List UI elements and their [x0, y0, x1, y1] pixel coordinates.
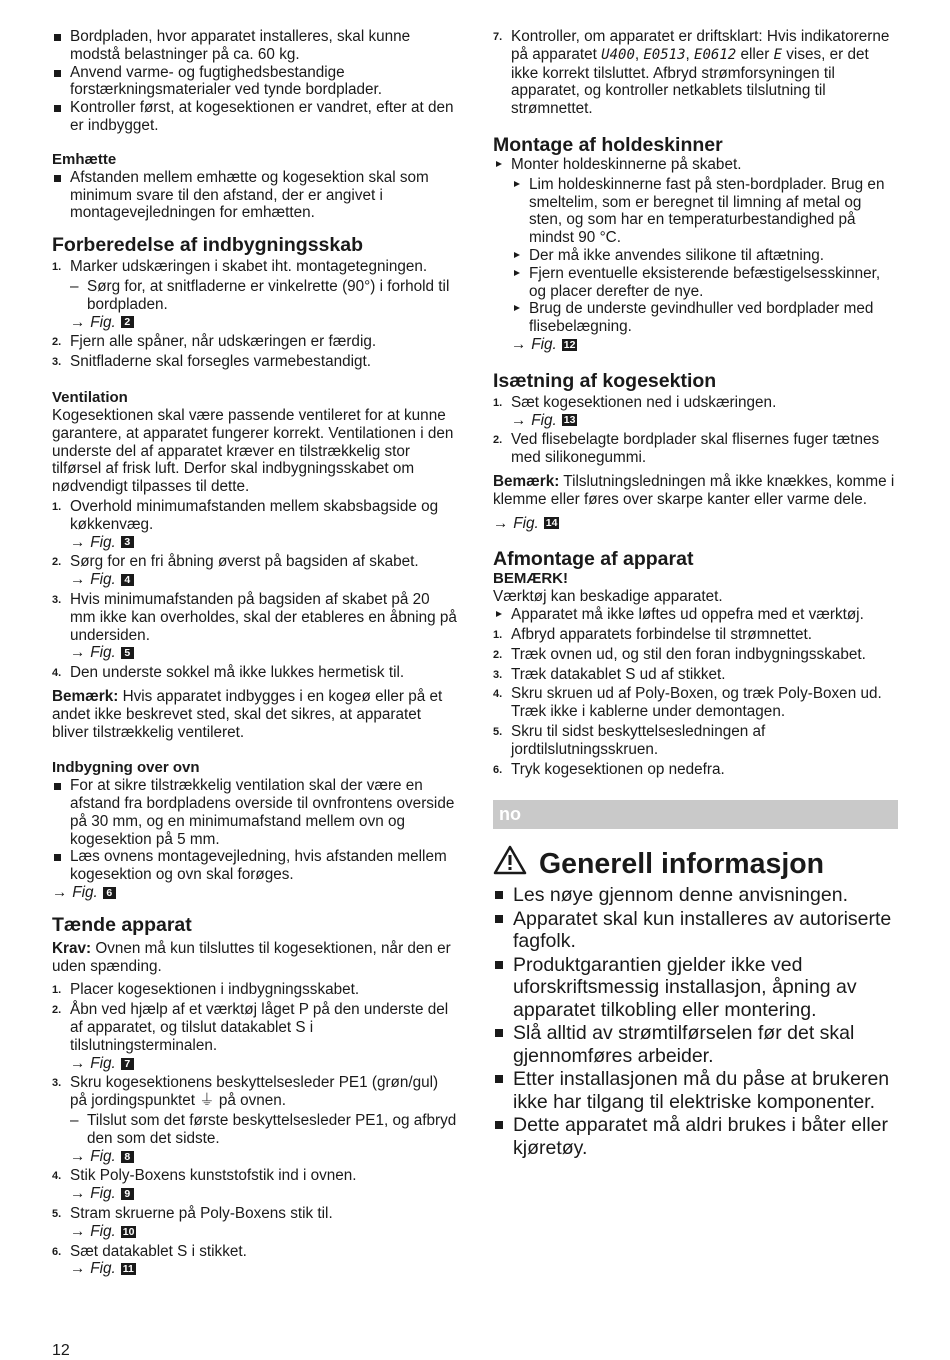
bullet-item: Dette apparatet må aldri brukes i båter eller kjøretøy.: [493, 1114, 898, 1159]
step-item: [52, 981, 457, 999]
arrow-right-icon: →: [70, 533, 86, 551]
step-item: [493, 626, 898, 644]
step-text: Fjern alle spåner, når udskæringen er færdig.: [70, 333, 377, 351]
arrow-right-icon: →: [511, 335, 527, 353]
figure-reference: [511, 336, 898, 354]
bullet-item: Les nøye gjennom denne anvisningen.: [493, 884, 898, 907]
action-item: Apparatet må ikke løftes ud oppefra med et værktøj.: [493, 606, 898, 624]
figure-reference: [70, 644, 457, 662]
indbygning-bullet-list: [52, 777, 457, 884]
bullet-item: Anvend varme- og fugtighedsbestandige forstærkningsmaterialer ved tynde bordplader.: [52, 64, 457, 100]
warning-icon: [493, 845, 527, 883]
step-text: Træk ovnen ud, og stil den foran indbygningsskabet.: [511, 645, 866, 663]
figure-reference: [70, 314, 457, 332]
sub-item: Brug de underste gevindhuller ved bordplader med flisebelægning.: [511, 300, 898, 336]
step-text: Sæt kogesektionen ned i udskæringen.: [511, 393, 777, 411]
bullet-item: For at sikre tilstrækkelig ventilation skal der være en afstand fra bordpladens overside til ovnfrontens overside på 30 mm, og en minimumafstand mellem ovn og kogesektion på 5 mm.: [52, 777, 457, 848]
step-number: 2.: [493, 434, 503, 447]
step-number: 1.: [52, 984, 62, 997]
figure-label: Fig.: [531, 411, 557, 429]
step-item: [52, 1205, 457, 1241]
action-text: Monter holdeskinnerne på skabet.: [511, 155, 742, 173]
figure-label: Fig.: [72, 884, 98, 902]
separator: ,: [685, 45, 690, 63]
step-text: Sæt datakablet S i stikket.: [70, 1242, 247, 1260]
figure-number-badge: 3: [121, 536, 134, 548]
step-number: 4.: [52, 1170, 62, 1183]
ventilation-steps: [52, 498, 457, 682]
figure-reference: [70, 571, 457, 589]
action-list: [493, 156, 898, 354]
ventilation-heading: Ventilation: [52, 388, 128, 406]
step-text: Skru skruen ud af Poly-Boxen, og træk Poly-Boxen ud. Træk ikke i kablerne under demontagen.: [511, 685, 882, 721]
ventilation-intro: Kogesektionen skal være passende ventileret for at kunne garantere, at apparatet fungerer korrekt. Ventilationen i den underste del af apparatet kræver en tilstrækkelig stor tilførsel af frisk luft. Derfor skal indbygningsskabet om nødvendigt tilpasses til dette.: [52, 406, 454, 496]
generell-bullet-list: [493, 884, 898, 1159]
step-text: på ovnen.: [218, 1092, 287, 1110]
step-item: [52, 353, 457, 371]
forberedelse-heading: Forberedelse af indbygningsskab: [52, 234, 363, 257]
holdeskinner-heading: Montage af holdeskinner: [493, 133, 723, 156]
left-column: [52, 28, 457, 1278]
note-label: Bemærk:: [493, 472, 560, 490]
figure-label: Fig.: [90, 313, 116, 331]
figure-number-badge: 12: [563, 338, 576, 351]
taende-heading: Tænde apparat: [52, 913, 192, 936]
emhaette-bullet-list: [52, 169, 457, 222]
step-text: Afbryd apparatets forbindelse til strømnettet.: [511, 625, 812, 643]
figure-number-badge: 2: [121, 316, 134, 328]
requirement-text: Ovnen må kun tilsluttes til kogesektionen, når den er uden spænding.: [52, 939, 451, 975]
step-text: Sørg for en fri åbning øverst på bagsiden af skabet.: [70, 553, 419, 571]
step-text: Skru kogesektionens beskyttelsesleder PE1 (grøn/gul) på jordingspunktet: [70, 1074, 439, 1110]
step-item: [493, 723, 898, 759]
figure-reference: [70, 1260, 457, 1278]
step-text: Stik Poly-Boxens kunststofstik ind i ovnen.: [70, 1167, 357, 1185]
step-item: [52, 591, 457, 662]
requirement-paragraph: [52, 940, 457, 976]
section-title-text: Generell informasjon: [539, 848, 825, 881]
action-list: [493, 606, 898, 624]
step-text: Kontroller, om apparatet er driftsklart: Hvis indikatorerne på apparatet: [511, 28, 890, 63]
step-item: [52, 1167, 457, 1203]
step-number: 1.: [493, 396, 503, 409]
bullet-item: Etter installasjonen må du påse at brukeren ikke har tilgang til elektriske komponenter.: [493, 1068, 898, 1113]
step-number: 1.: [52, 500, 62, 513]
intro-bullet-list: [52, 28, 457, 135]
step-item: [493, 666, 898, 684]
step-number: 1.: [52, 261, 62, 274]
emhaette-heading: Emhætte: [52, 150, 117, 168]
isaetning-steps: [493, 394, 898, 467]
step-number: 2.: [52, 556, 62, 569]
note-text: Tilslutningsledningen må ikke knækkes, komme i klemme eller føres over skarpe kanter eller varme dele.: [493, 472, 895, 508]
step-item: [493, 394, 898, 430]
step-number: 3.: [52, 593, 62, 606]
step-item: [52, 333, 457, 351]
step-item: [52, 664, 457, 682]
separator: ,: [634, 45, 640, 63]
requirement-label: Krav:: [52, 939, 92, 957]
step-text: Overhold minimumafstanden mellem skabsbagside og køkkenvæg.: [70, 497, 439, 533]
ventilation-note: [52, 688, 457, 741]
afmontage-heading: Afmontage af apparat: [493, 548, 694, 571]
figure-reference: [493, 515, 898, 533]
step-number: 4.: [52, 667, 62, 680]
figure-number-badge: 10: [122, 1225, 135, 1238]
step-item: [52, 1074, 457, 1165]
step-text: Placer kogesektionen i indbygningsskabet.: [70, 981, 360, 999]
sub-item: – Tilslut som det første beskyttelsesleder PE1, og afbryd den som det sidste.: [70, 1112, 457, 1148]
arrow-right-icon: →: [70, 1054, 86, 1072]
step-number: 5.: [493, 725, 503, 738]
step-number: 3.: [52, 1077, 62, 1090]
arrow-right-icon: →: [511, 411, 527, 429]
step-number: 7.: [493, 31, 503, 43]
step-text: Træk datakablet S ud af stikket.: [511, 665, 726, 683]
figure-label: Fig.: [90, 1260, 116, 1278]
step-number: 6.: [52, 1245, 62, 1258]
language-bar: no: [493, 800, 898, 829]
figure-reference: [70, 1148, 457, 1166]
arrow-right-icon: →: [70, 644, 86, 662]
figure-number-badge: 7: [121, 1058, 134, 1070]
step-item: [52, 1001, 457, 1072]
step-number: 3.: [493, 668, 503, 681]
figure-label: Fig.: [90, 1185, 116, 1203]
step-item: [52, 258, 457, 331]
step-item: [52, 1243, 457, 1279]
sub-item: Fjern eventuelle eksisterende befæstigelsesskinner, og placer derefter de nye.: [511, 265, 898, 301]
step-text: Ved flisebelagte bordplader skal flisernes fuger tætnes med silikonegummi.: [511, 431, 880, 467]
indbygning-heading: Indbygning over ovn: [52, 759, 200, 777]
sub-item: Der må ikke anvendes silikone til aftætning.: [511, 247, 898, 265]
figure-label: Fig.: [90, 1054, 116, 1072]
page-number: 12: [52, 1342, 70, 1359]
figure-reference: [52, 884, 457, 902]
step-item: [493, 28, 898, 118]
figure-reference: [70, 1185, 457, 1203]
error-code-display: E: [773, 46, 783, 63]
step-text: Den underste sokkel må ikke lukkes hermetisk til.: [70, 664, 405, 682]
step-text: Skru til sidst beskyttelsesledningen af jordtilslutningsskruen.: [511, 722, 766, 758]
figure-number-badge: 11: [122, 1263, 134, 1276]
step-item: [493, 646, 898, 664]
arrow-right-icon: →: [70, 313, 86, 331]
step-text: eller: [740, 45, 770, 63]
step-number: 2.: [493, 648, 503, 661]
step-number: 2.: [52, 336, 62, 349]
isaetning-note: [493, 473, 898, 509]
figure-reference: [511, 412, 898, 430]
step-text: Snitfladerne skal forsegles varmebestandigt.: [70, 353, 372, 371]
bullet-item: Produktgarantien gjelder ikke ved uforskriftsmessig installasjon, åpning av apparatet tilkobling eller montering.: [493, 954, 898, 1022]
note-text: Hvis apparatet indbygges i en kogeø eller på et andet ikke beskrevet sted, skal det sikres, at apparatet bliver tilstrækkelig ventileret.: [52, 687, 443, 741]
step-text: Marker udskæringen i skabet iht. montagetegningen.: [70, 258, 428, 276]
sub-item: Lim holdeskinnerne fast på sten-bordplader. Brug en smeltelim, som er beregnet til limning af metal og sten, og som har en temperaturbestandighed på mindst 90 °C.: [511, 176, 898, 247]
afmontage-steps: [493, 626, 898, 778]
figure-number-badge: 8: [121, 1151, 134, 1163]
arrow-right-icon: →: [70, 1147, 86, 1165]
figure-reference: [70, 1223, 457, 1241]
figure-label: Fig.: [513, 514, 539, 532]
error-code-display: E0513: [643, 46, 686, 63]
bullet-item: Slå alltid av strømtilførselen før det skal gjennomføres arbeider.: [493, 1022, 898, 1067]
figure-label: Fig.: [90, 533, 116, 551]
arrow-right-icon: →: [70, 1222, 86, 1240]
figure-label: Fig.: [90, 644, 116, 662]
bullet-item: Kontroller først, at kogesektionen er vandret, efter at den er indbygget.: [52, 99, 457, 135]
figure-number-badge: 9: [121, 1188, 134, 1200]
step-text: Tryk kogesektionen op nedefra.: [511, 760, 725, 778]
figure-number-badge: 6: [103, 887, 116, 899]
sub-list: [70, 278, 457, 314]
figure-reference: [70, 1055, 457, 1073]
sub-item: – Sørg for, at snitfladerne er vinkelrette (90°) i forhold til bordpladen.: [70, 278, 457, 314]
step-number: 6.: [493, 763, 503, 776]
right-column: [493, 28, 898, 1159]
figure-label: Fig.: [90, 1147, 116, 1165]
action-item: [493, 156, 898, 354]
figure-label: Fig.: [90, 1222, 116, 1240]
step-item: [493, 431, 898, 467]
arrow-right-icon: →: [493, 514, 509, 532]
arrow-right-icon: →: [70, 1260, 86, 1278]
arrow-right-icon: →: [52, 884, 68, 902]
forberedelse-steps: [52, 258, 457, 371]
figure-number-badge: 14: [545, 517, 558, 530]
arrow-right-icon: →: [70, 571, 86, 589]
bullet-item: Afstanden mellem emhætte og kogesektion skal som minimum svare til den afstand, der er angivet i montagevejledningen for emhætten.: [52, 169, 457, 222]
error-code-display: U400: [601, 46, 635, 63]
step-text: Stram skruerne på Poly-Boxens stik til.: [70, 1205, 333, 1223]
bullet-item: Apparatet skal kun installeres av autoriserte fagfolk.: [493, 908, 898, 953]
arrow-right-icon: →: [70, 1185, 86, 1203]
step-text: vises, er det ikke korrekt tilsluttet. Afbryd strømforsyningen til apparatet, og kontroller netkablets tilslutning til strømnettet.: [511, 45, 869, 118]
caution-text: Værktøj kan beskadige apparatet.: [493, 588, 723, 606]
step-number: 4.: [493, 688, 503, 701]
note-label: Bemærk:: [52, 687, 119, 705]
caution-label: BEMÆRK!: [493, 570, 568, 588]
step-text: Hvis minimumafstanden på bagsiden af skabet på 20 mm ikke kan overholdes, skal der etableres en åbning på undersiden.: [70, 590, 457, 644]
ground-symbol-icon: ⏚: [199, 1092, 215, 1110]
bullet-item: Bordpladen, hvor apparatet installeres, skal kunne modstå belastninger på ca. 60 kg.: [52, 28, 457, 64]
step-number: 2.: [52, 1004, 62, 1017]
taende-steps: [52, 981, 457, 1278]
error-code-display: E0612: [694, 46, 737, 63]
sub-list: [511, 176, 898, 336]
section-title: [493, 845, 898, 883]
step-number: 3.: [52, 356, 62, 369]
step-text: Åbn ved hjælp af et værktøj låget P på den underste del af apparatet, og tilslut datakablet S i tilslutningsterminalen.: [70, 1001, 449, 1054]
figure-number-badge: 13: [563, 414, 576, 427]
continued-steps: [493, 28, 898, 118]
step-number: 1.: [493, 628, 503, 641]
figure-number-badge: 4: [121, 574, 134, 586]
step-item: [493, 761, 898, 779]
step-number: 5.: [52, 1208, 62, 1221]
isaetning-heading: Isætning af kogesektion: [493, 369, 717, 392]
figure-number-badge: 5: [121, 647, 134, 659]
figure-reference: [70, 534, 457, 552]
figure-label: Fig.: [90, 571, 116, 589]
figure-label: Fig.: [531, 335, 557, 353]
step-item: [52, 498, 457, 551]
bullet-item: Læs ovnens montagevejledning, hvis afstanden mellem kogesektion og ovn skal forøges.: [52, 848, 457, 884]
step-item: [493, 685, 898, 721]
sub-list: [70, 1112, 457, 1148]
step-item: [52, 553, 457, 589]
